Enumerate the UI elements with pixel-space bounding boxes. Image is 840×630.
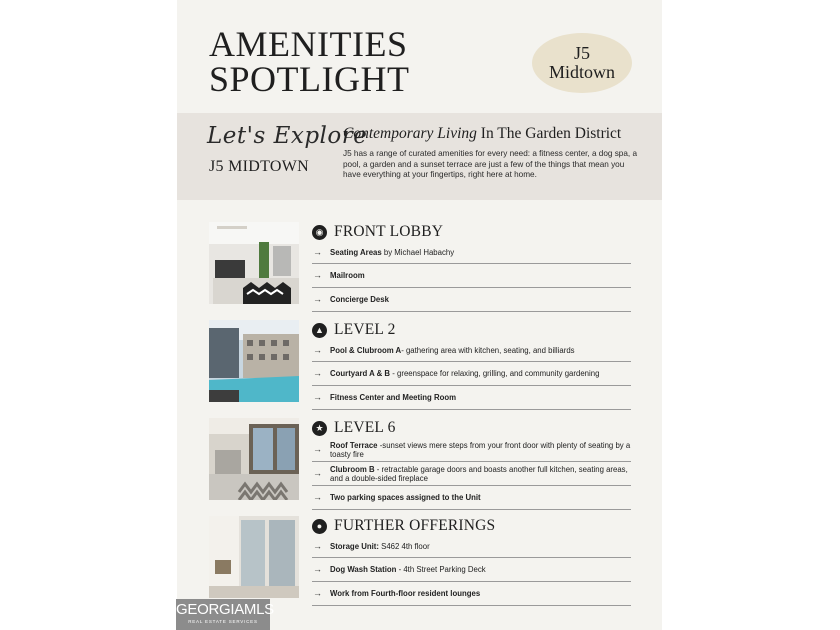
amenity-name: Work from Fourth-floor resident lounges <box>330 589 481 598</box>
section-header <box>312 517 495 535</box>
amenity-row <box>312 558 631 582</box>
person-icon: ● <box>312 519 327 534</box>
amenity-name: Dog Wash Station <box>330 565 397 574</box>
section-title: LEVEL 6 <box>334 419 396 436</box>
amenity-detail: -sunset views mere steps from your front door with plenty of seating by a toasty fire <box>330 440 631 459</box>
section-header <box>312 321 396 339</box>
dining-icon: ★ <box>312 421 327 436</box>
amenity-detail: S462 4th floor <box>378 542 430 551</box>
arrow-right-icon: → <box>313 492 322 502</box>
arrow-right-icon: → <box>313 368 322 378</box>
amenity-row <box>312 582 631 606</box>
section-header <box>312 419 396 437</box>
amenity-list <box>312 340 631 410</box>
amenity-row <box>312 438 631 462</box>
amenity-name: Fitness Center and Meeting Room <box>330 393 457 402</box>
arrow-right-icon: → <box>313 345 322 355</box>
badge-line-1: J5 <box>573 43 590 63</box>
title-line-1: AMENITIES <box>209 24 408 64</box>
property-badge <box>532 33 632 93</box>
intro-heading-italic: Contemporary Living <box>343 125 477 142</box>
intro-band <box>177 113 662 200</box>
amenity-name: Seating Areas <box>330 248 382 257</box>
arrow-right-icon: → <box>313 294 322 304</box>
amenity-detail: - retractable garage doors and boasts another full kitchen, seating areas, and a double-sided fireplace <box>330 464 628 483</box>
amenity-row <box>312 340 631 362</box>
arrow-right-icon: → <box>313 247 322 257</box>
flyer-page <box>177 0 662 630</box>
pool-photo <box>209 320 299 402</box>
section-further-offerings <box>209 516 629 600</box>
amenity-row <box>312 486 631 510</box>
section-level-2 <box>209 320 629 404</box>
amenity-detail: - gathering area with kitchen, seating, and billiards <box>401 346 575 355</box>
page-title <box>209 24 410 99</box>
section-title: FURTHER OFFERINGS <box>334 517 496 534</box>
amenity-list <box>312 438 631 510</box>
amenity-detail: by Michael Habachy <box>381 248 455 257</box>
clubroom-photo <box>209 418 299 500</box>
amenity-row <box>312 242 631 264</box>
arrow-right-icon: → <box>313 444 322 454</box>
arrow-right-icon: → <box>313 270 322 280</box>
arrow-right-icon: → <box>313 468 322 478</box>
intro-heading <box>343 125 621 143</box>
amenity-name: Mailroom <box>330 271 365 280</box>
amenity-row <box>312 462 631 486</box>
intro-body: J5 has a range of curated amenities for every need: a fitness center, a dog spa, a pool, a garden and a sunset terrace are just a few of the things that mean you have everything at your fingertips, right here at home. <box>343 149 638 179</box>
tree-icon: ▲ <box>312 323 327 338</box>
arrow-right-icon: → <box>313 541 322 551</box>
intro-heading-rest: In The Garden District <box>476 125 622 142</box>
amenity-name: Courtyard A & B <box>330 369 391 378</box>
title-line-2: SPOTLIGHT <box>209 59 410 99</box>
arrow-right-icon: → <box>313 588 322 598</box>
amenity-detail: - 4th Street Parking Deck <box>396 565 486 574</box>
georgiamls-watermark <box>176 599 274 630</box>
intro-script: Let's Explore <box>207 123 368 149</box>
amenity-row <box>312 264 631 288</box>
badge-line-2: Midtown <box>548 62 615 82</box>
amenity-detail: - greenspace for relaxing, grilling, and community gardening <box>390 369 600 378</box>
section-title: LEVEL 2 <box>334 321 396 338</box>
arrow-right-icon: → <box>313 564 322 574</box>
section-level-6 <box>209 418 629 502</box>
section-title: FRONT LOBBY <box>334 223 444 240</box>
amenity-row <box>312 536 631 558</box>
amenity-list <box>312 242 631 312</box>
amenity-name: Two parking spaces assigned to the Unit <box>330 493 481 502</box>
amenity-name: Roof Terrace <box>330 440 378 450</box>
lobby-photo <box>209 222 299 304</box>
amenity-row <box>312 288 631 312</box>
amenity-row <box>312 362 631 386</box>
amenity-list <box>312 536 631 606</box>
lounge-photo <box>209 516 299 598</box>
concierge-bell-icon: ◉ <box>312 225 327 240</box>
intro-subtitle: J5 MIDTOWN <box>209 158 310 175</box>
amenity-name: Concierge Desk <box>330 295 389 304</box>
watermark-line-1: GEORGIAMLS <box>176 601 274 618</box>
arrow-right-icon: → <box>313 392 322 402</box>
amenity-name: Storage Unit: <box>330 542 379 551</box>
amenity-row <box>312 386 631 410</box>
amenity-name: Pool & Clubroom A <box>330 346 402 355</box>
section-front-lobby <box>209 222 629 306</box>
amenity-name: Clubroom B <box>330 464 375 474</box>
section-header <box>312 223 443 241</box>
watermark-line-2: REAL ESTATE SERVICES <box>188 619 258 624</box>
